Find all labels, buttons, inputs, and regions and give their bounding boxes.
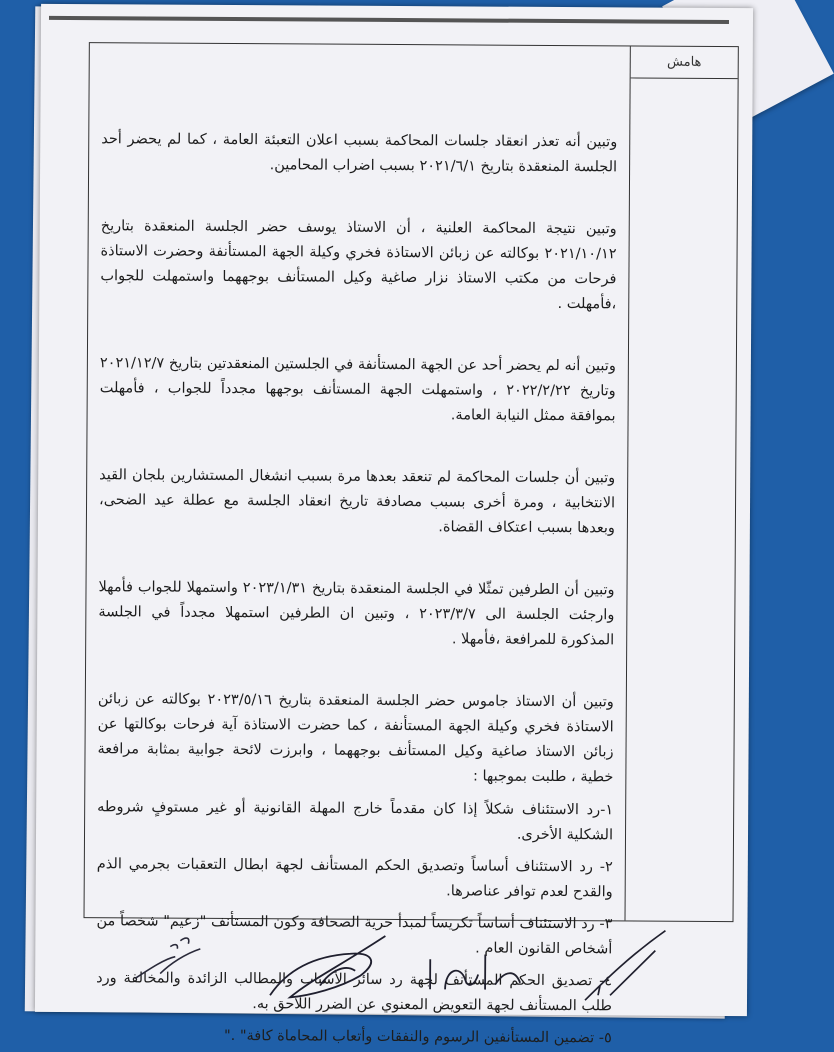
paragraph-parties-represented: وتبين أن الطرفين تمثّلا في الجلسة المنعقدة بتاريخ ٢٠٢٣/١/٣١ واستمهلا للجواب فأمهلا وارجئت الجلسة الى ٢٠٢٣/٣/٧ ، وتبين ان الطرفين استمهلا مجدداً في الجلسة المذكورة للمرافعة ،فأمهلا . xyxy=(98,579,615,649)
paragraph-mobilization: وتبين أنه تعذر انعقاد جلسات المحاكمة بسبب اعلان التعبئة العامة ، كما لم يحضر أحد الجلسة المنعقدة بتاريخ ٢٠٢١/٦/١ بسبب اضراب المحامين. xyxy=(101,131,618,176)
signatures-area xyxy=(35,922,748,1016)
signature-1 xyxy=(130,928,210,988)
request-item: ٤- تصديق الحكم المستأنف لجهة رد سائر الأسباب والمطالب الزائدة والمخالفة ورد طلب المستأنف لجهة التعويض المعنوي عن الضرر اللاحق به. xyxy=(96,970,613,1015)
margin-column xyxy=(624,46,737,921)
top-rule xyxy=(49,16,729,24)
paragraph-written-pleading: وتبين أن الاستاذ جاموس حضر الجلسة المنعقدة بتاريخ ٢٠٢٣/٥/١٦ بوكالته عن زبائن الاستاذة فخري وكيلة الجهة المستأنفة ، كما حضرت الاستاذة آية فرحات بوكالتها عن زبائن الاستاذ صاغية وكيل المستأنف بوجههما ، وابرزت لائحة جوابية بمثابة مرافعة خطية ، طلبت بموجبها : xyxy=(97,691,614,786)
paragraph-sessions-not-held: وتبين أن جلسات المحاكمة لم تنعقد بعدها مرة بسبب انشغال المستشارين بلجان القيد الانتخابية ، ومرة أخرى بسبب مصادفة تاريخ انعقاد الجلسة مع عطلة عيد الضحى، وبعدها بسبب اعتكاف القضاة. xyxy=(99,467,616,537)
signature-4 xyxy=(570,925,670,1006)
request-item: ٥- تضمين المستأنفين الرسوم والنفقات وأتعاب المحاماة كافة" ." xyxy=(223,1027,612,1047)
request-item: ٣- رد الاستئناف أساساً تكريساً لمبدأ حرية الصحافة وكون المستأنف "زعيم" شخصاً من أشخاص القانون العام . xyxy=(96,913,613,958)
signature-2 xyxy=(260,925,401,1011)
document-body xyxy=(85,43,632,1047)
request-item: ١-رد الاستئناف شكلاً إذا كان مقدماً خارج المهلة القانونية أو غير مستوفٍ شروطه الشكلية الأخرى. xyxy=(97,799,614,844)
signature-3 xyxy=(420,934,530,1005)
page-frame xyxy=(84,42,739,1047)
paragraph-public-hearing: وتبين نتيجة المحاكمة العلنية ، أن الاستاذ يوسف حضر الجلسة المنعقدة بتاريخ ٢٠٢١/١٠/١٢ بوكالته عن زبائن الاستاذة فخري وكيلة الجهة المستأنفة وحضرت الاستاذة فرحات من مكتب الاستاذ نزار صاغية وكيل المستأنف بوجههما واستمهلت للجواب ،فأمهلت . xyxy=(100,218,617,313)
paragraph-absence: وتبين أنه لم يحضر أحد عن الجهة المستأنفة في الجلستين المنعقدتين بتاريخ ٢٠٢١/١٢/٧ وتاريخ ٢٠٢٢/٢/٢٢ ، واستمهلت الجهة المستأنف بوجهها مجدداً للجواب ، فأمهلت بموافقة ممثل النيابة العامة. xyxy=(99,355,616,425)
request-item: ٢- رد الاستئناف أساساً وتصديق الحكم المستأنف لجهة ابطال التعقبات بجرمي الذم والقدح لعدم توافر عناصرها. xyxy=(96,856,613,901)
margin-header: هامش xyxy=(631,46,738,79)
document-page xyxy=(35,4,753,1047)
